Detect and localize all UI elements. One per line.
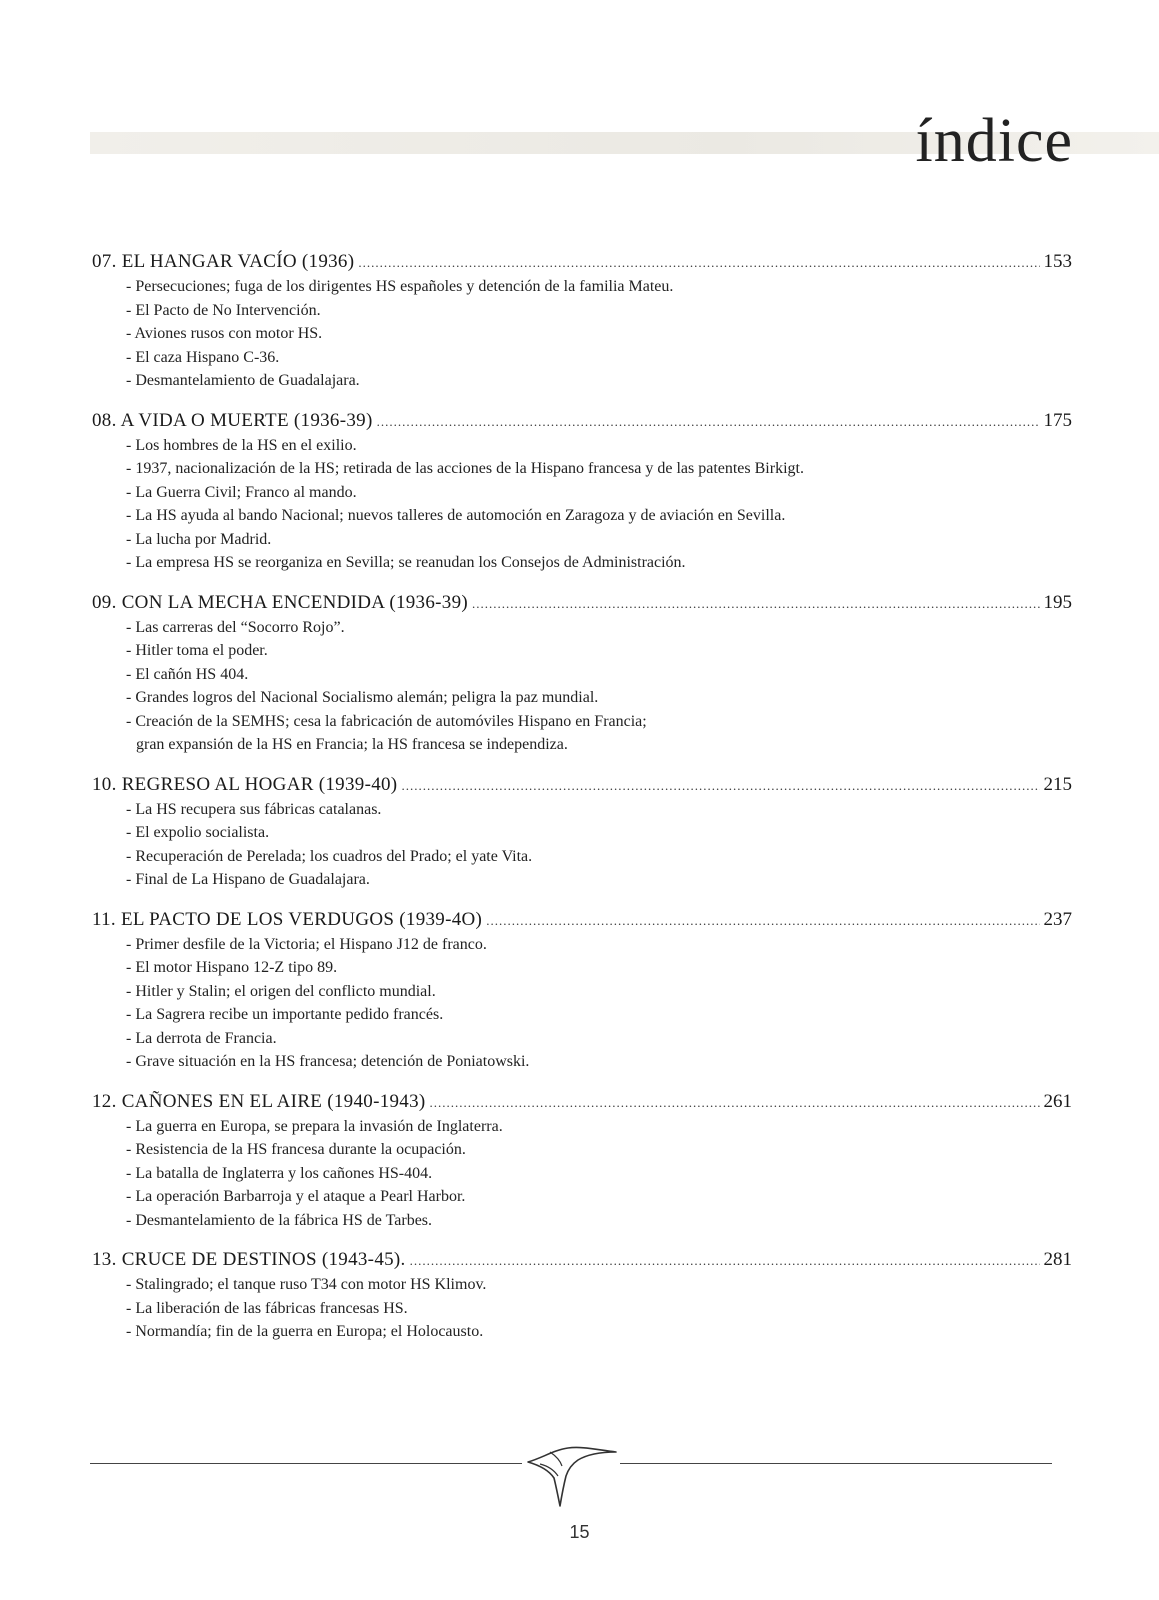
topic-item: - El cañón HS 404.	[126, 665, 249, 683]
chapter-page-number: 153	[1043, 251, 1072, 272]
topic-item: - Aviones rusos con motor HS.	[126, 325, 323, 342]
dot-leader	[410, 1249, 1040, 1273]
topic-item: - Grave situación en la HS francesa; detención de Poniatowski.	[126, 1053, 530, 1070]
chapter-10	[92, 773, 1072, 892]
dot-leader	[358, 251, 1039, 275]
topic-item: - La operación Barbarroja y el ataque a Pearl Harbor.	[126, 1188, 466, 1205]
topic-item: - La Sagrera recibe un importante pedido francés.	[126, 1006, 444, 1023]
chapter-07	[92, 250, 1072, 393]
topic-item: - Los hombres de la HS en el exilio.	[126, 436, 357, 454]
topic-item: - El Pacto de No Intervención.	[126, 301, 321, 319]
topic-item: - El motor Hispano 12-Z tipo 89.	[126, 959, 338, 976]
topic-item: - Normandía; fin de la guerra en Europa; el Holocausto.	[126, 1323, 484, 1340]
topic-item: - La liberación de las fábricas francesas HS.	[126, 1299, 408, 1317]
chapter-page-number: 261	[1043, 1090, 1072, 1112]
topic-item: - Desmantelamiento de Guadalajara.	[126, 372, 360, 389]
topic-item: - Final de La Hispano de Guadalajara.	[126, 871, 370, 888]
dot-leader	[472, 592, 1039, 616]
topic-item: - La lucha por Madrid.	[126, 530, 272, 548]
chapter-topics	[92, 1273, 1072, 1344]
chapter-heading[interactable]	[92, 773, 1072, 798]
topic-item: - La HS ayuda al bando Nacional; nuevos talleres de automoción en Zaragoza y de aviación en Sevilla.	[126, 507, 786, 524]
chapter-page-number: 281	[1043, 1249, 1072, 1270]
chapter-heading[interactable]	[92, 1248, 1072, 1273]
chapter-topics	[92, 616, 1072, 757]
footer-rule-left	[90, 1463, 522, 1464]
chapter-topics	[92, 933, 1072, 1074]
table-of-contents	[92, 250, 1072, 1360]
page-title: índice	[915, 106, 1073, 175]
chapter-heading[interactable]	[92, 591, 1072, 616]
chapter-09	[92, 591, 1072, 757]
chapter-title: 07. EL HANGAR VACÍO (1936)	[92, 251, 355, 272]
topic-item: - La derrota de Francia.	[126, 1029, 277, 1047]
topic-item: - La empresa HS se reorganiza en Sevilla; se reanudan los Consejos de Administración.	[126, 554, 686, 571]
dot-leader	[486, 909, 1039, 933]
dot-leader	[430, 1091, 1040, 1115]
page-number: 15	[569, 1522, 590, 1542]
topic-item: - El expolio socialista.	[126, 824, 270, 841]
chapter-page-number: 237	[1043, 908, 1072, 930]
chapter-topics	[92, 798, 1072, 892]
chapter-topics	[92, 434, 1072, 575]
topic-item: - Grandes logros del Nacional Socialismo alemán; peligra la paz mundial.	[126, 689, 599, 706]
topic-item: - La guerra en Europa, se prepara la invasión de Inglaterra.	[126, 1117, 503, 1135]
topic-item: - La Guerra Civil; Franco al mando.	[126, 483, 357, 501]
topic-item: - Persecuciones; fuga de los dirigentes HS españoles y detención de la familia Mateu.	[126, 278, 674, 295]
chapter-heading[interactable]	[92, 1090, 1072, 1115]
dot-leader	[377, 410, 1040, 434]
topic-item: - Creación de la SEMHS; cesa la fabricación de automóviles Hispano en Francia;	[126, 712, 647, 730]
chapter-title: 09. CON LA MECHA ENCENDIDA (1936-39)	[92, 591, 469, 613]
topic-item: - Hitler toma el poder.	[126, 642, 268, 659]
chapter-page-number: 215	[1043, 773, 1072, 795]
chapter-title: 10. REGRESO AL HOGAR (1939-40)	[92, 773, 398, 795]
topic-item: - La HS recupera sus fábricas catalanas.	[126, 800, 382, 818]
chapter-heading[interactable]	[92, 908, 1072, 933]
chapter-page-number: 195	[1043, 591, 1072, 613]
chapter-title: 13. CRUCE DE DESTINOS (1943-45).	[92, 1249, 406, 1270]
topic-item: - Desmantelamiento de la fábrica HS de Tarbes.	[126, 1211, 433, 1229]
chapter-title: 12. CAÑONES EN EL AIRE (1940-1943)	[92, 1090, 426, 1112]
chapter-title: 11. EL PACTO DE LOS VERDUGOS (1939-4O)	[92, 908, 483, 930]
chapter-12	[92, 1090, 1072, 1233]
chapter-heading[interactable]	[92, 250, 1072, 275]
topic-item: - Hitler y Stalin; el origen del conflicto mundial.	[126, 982, 436, 1000]
bird-icon	[520, 1440, 620, 1510]
topic-item-continuation: gran expansión de la HS en Francia; la HS francesa se independiza.	[136, 736, 568, 753]
chapter-topics	[92, 275, 1072, 393]
chapter-08	[92, 409, 1072, 575]
topic-item: - Recuperación de Perelada; los cuadros del Prado; el yate Vita.	[126, 847, 533, 865]
footer-rule-right	[620, 1463, 1052, 1464]
topic-item: - Primer desfile de la Victoria; el Hispano J12 de franco.	[126, 935, 487, 953]
chapter-page-number: 175	[1043, 409, 1072, 431]
topic-item: - Las carreras del “Socorro Rojo”.	[126, 618, 345, 636]
topic-item: - El caza Hispano C-36.	[126, 348, 280, 366]
topic-item: - La batalla de Inglaterra y los cañones HS-404.	[126, 1164, 433, 1182]
topic-item: - Stalingrado; el tanque ruso T34 con motor HS Klimov.	[126, 1276, 487, 1293]
chapter-title: 08. A VIDA O MUERTE (1936-39)	[92, 409, 373, 431]
topic-item: - Resistencia de la HS francesa durante la ocupación.	[126, 1141, 466, 1158]
chapter-heading[interactable]	[92, 409, 1072, 434]
chapter-topics	[92, 1115, 1072, 1233]
chapter-13	[92, 1248, 1072, 1344]
dot-leader	[401, 774, 1039, 798]
chapter-11	[92, 908, 1072, 1074]
topic-item: - 1937, nacionalización de la HS; retirada de las acciones de la Hispano francesa y de las patentes Birkigt.	[126, 460, 804, 477]
